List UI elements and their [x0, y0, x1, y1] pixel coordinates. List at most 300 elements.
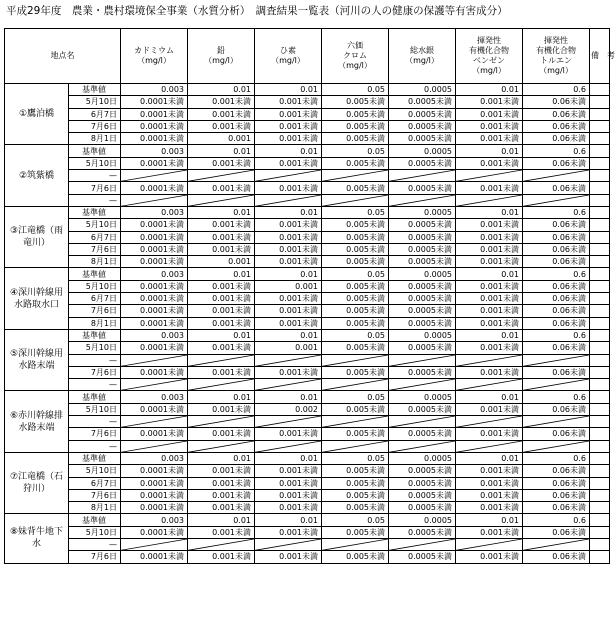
diagonal-slash: [456, 355, 522, 366]
document-title: 平成29年度 農業・農村環境保全事業（水質分析） 調査結果一覧表（河川の人の健康の保護等有害成分）: [6, 5, 508, 17]
standard-value: 0.01: [456, 268, 523, 280]
measured-value: 0.005未満: [322, 428, 389, 440]
table-row: [5, 489, 610, 501]
header-line: （mg/l）: [271, 56, 305, 65]
measured-value: 0.0001未満: [121, 489, 188, 501]
not-sampled-cell: [322, 170, 389, 182]
measured-value: 0.06未満: [523, 342, 590, 354]
remarks-cell: [590, 440, 610, 452]
measured-value: 0.001未満: [255, 256, 322, 268]
diagonal-slash: [188, 441, 254, 452]
station-name: ⑤深川幹線用水路末端: [5, 329, 69, 390]
measured-value: 0.0001未満: [121, 293, 188, 305]
measured-value: 0.001未満: [456, 96, 523, 108]
not-sampled-cell: [456, 194, 523, 206]
remarks-cell: [590, 342, 610, 354]
standard-value: 0.01: [456, 329, 523, 341]
diagonal-slash: [389, 416, 455, 427]
measured-value: 0.005未満: [322, 96, 389, 108]
table-row: [5, 243, 610, 255]
measured-value: 0.06未満: [523, 502, 590, 514]
not-sampled-cell: [523, 170, 590, 182]
measured-value: 0.0005未満: [389, 108, 456, 120]
header-cadmium: [121, 29, 188, 84]
remarks-cell: [590, 305, 610, 317]
remarks-cell: [590, 502, 610, 514]
not-sampled-cell: [188, 416, 255, 428]
standard-value: 0.01: [456, 391, 523, 403]
not-sampled-cell: [456, 416, 523, 428]
diagonal-slash: [456, 416, 522, 427]
measured-value: 0.001: [255, 342, 322, 354]
not-sampled-cell: [456, 538, 523, 550]
measured-value: 0.005未満: [322, 465, 389, 477]
table-row: [5, 477, 610, 489]
remarks-cell: [590, 194, 610, 206]
diagonal-slash: [255, 441, 321, 452]
table-row: [5, 403, 610, 415]
standard-value: 0.003: [121, 206, 188, 218]
standard-label: 基準値: [69, 84, 121, 96]
standard-value: 0.01: [188, 145, 255, 157]
not-sampled-cell: [188, 170, 255, 182]
standard-value: 0.05: [322, 206, 389, 218]
measured-value: 0.0001未満: [121, 120, 188, 132]
measured-value: 0.001未満: [188, 526, 255, 538]
not-sampled-cell: [121, 194, 188, 206]
remarks-cell: [590, 416, 610, 428]
standard-value: 0.01: [188, 206, 255, 218]
standard-value: 0.0005: [389, 391, 456, 403]
measured-value: 0.001未満: [456, 108, 523, 120]
not-sampled-cell: [322, 379, 389, 391]
measured-value: 0.06未満: [523, 120, 590, 132]
measured-value: 0.001未満: [255, 219, 322, 231]
diagonal-slash: [255, 416, 321, 427]
table-row: [5, 379, 610, 391]
remarks-cell: [590, 366, 610, 378]
measured-value: 0.001未満: [255, 502, 322, 514]
standard-value: 0.01: [188, 391, 255, 403]
standard-label: 基準値: [69, 452, 121, 464]
diagonal-slash: [389, 355, 455, 366]
standard-value: 0.003: [121, 452, 188, 464]
diagonal-slash: [322, 441, 388, 452]
table-row: [5, 256, 610, 268]
header-line: 揮発性: [544, 36, 568, 45]
measured-value: 0.001未満: [456, 120, 523, 132]
measured-value: 0.0001未満: [121, 551, 188, 563]
measured-value: 0.001未満: [456, 403, 523, 415]
diagonal-slash: [389, 441, 455, 452]
standard-value: 0.01: [255, 84, 322, 96]
measured-value: 0.001未満: [188, 231, 255, 243]
table-row: [5, 354, 610, 366]
sampling-date: —: [69, 440, 121, 452]
measured-value: 0.001未満: [255, 465, 322, 477]
standard-value: 0.01: [188, 268, 255, 280]
sampling-date: —: [69, 379, 121, 391]
diagonal-slash: [188, 539, 254, 550]
diagonal-slash: [255, 195, 321, 206]
sampling-date: 7月6日: [69, 366, 121, 378]
not-sampled-cell: [456, 379, 523, 391]
measured-value: 0.0001未満: [121, 256, 188, 268]
measured-value: 0.0005未満: [389, 120, 456, 132]
sampling-date: 5月10日: [69, 219, 121, 231]
remarks-cell: [590, 317, 610, 329]
standard-value: 0.01: [255, 329, 322, 341]
diagonal-slash: [121, 416, 187, 427]
not-sampled-cell: [255, 170, 322, 182]
measured-value: 0.001未満: [188, 243, 255, 255]
table-row: [5, 108, 610, 120]
table-row: [5, 182, 610, 194]
measured-value: 0.0005未満: [389, 526, 456, 538]
measured-value: 0.005未満: [322, 256, 389, 268]
measured-value: 0.0005未満: [389, 489, 456, 501]
measured-value: 0.005未満: [322, 526, 389, 538]
table-row: [5, 133, 610, 145]
not-sampled-cell: [322, 440, 389, 452]
measured-value: 0.005未満: [322, 317, 389, 329]
diagonal-slash: [523, 195, 589, 206]
not-sampled-cell: [121, 416, 188, 428]
table-row: [5, 145, 610, 157]
measured-value: 0.001未満: [255, 243, 322, 255]
measured-value: 0.0001未満: [121, 502, 188, 514]
header-line: 総水銀: [410, 46, 434, 55]
measured-value: 0.0005未満: [389, 96, 456, 108]
not-sampled-cell: [523, 440, 590, 452]
diagonal-slash: [389, 170, 455, 181]
remarks-cell: [590, 514, 610, 526]
measured-value: 0.0001未満: [121, 219, 188, 231]
standard-value: 0.003: [121, 514, 188, 526]
standard-value: 0.01: [456, 145, 523, 157]
measured-value: 0.001未満: [188, 403, 255, 415]
measured-value: 0.001未満: [255, 489, 322, 501]
measured-value: 0.0005未満: [389, 280, 456, 292]
header-line: クロム: [343, 51, 367, 60]
sampling-date: 8月1日: [69, 317, 121, 329]
diagonal-slash: [523, 379, 589, 390]
measured-value: 0.0005未満: [389, 477, 456, 489]
header-line: （mg/l）: [472, 66, 506, 75]
diagonal-slash: [523, 539, 589, 550]
table-row: [5, 342, 610, 354]
measured-value: 0.001未満: [188, 489, 255, 501]
header-toluene: [523, 29, 590, 84]
measured-value: 0.005未満: [322, 157, 389, 169]
measured-value: 0.0005未満: [389, 231, 456, 243]
station-name: ⑧妹背牛地下水: [5, 514, 69, 563]
table-row: [5, 206, 610, 218]
remarks-cell: [590, 108, 610, 120]
standard-label: 基準値: [69, 514, 121, 526]
table-row: [5, 157, 610, 169]
header-line: ひ素: [280, 46, 296, 55]
measured-value: 0.001未満: [456, 502, 523, 514]
measured-value: 0.005未満: [322, 219, 389, 231]
measured-value: 0.001未満: [188, 120, 255, 132]
standard-value: 0.003: [121, 145, 188, 157]
header-benzene: [456, 29, 523, 84]
not-sampled-cell: [255, 538, 322, 550]
measured-value: 0.0005未満: [389, 133, 456, 145]
header-line: 六価: [347, 41, 363, 50]
table-row: [5, 465, 610, 477]
remarks-cell: [590, 489, 610, 501]
not-sampled-cell: [322, 538, 389, 550]
table-row: [5, 96, 610, 108]
not-sampled-cell: [523, 538, 590, 550]
standard-value: 0.0005: [389, 514, 456, 526]
sampling-date: —: [69, 170, 121, 182]
measured-value: 0.001未満: [255, 526, 322, 538]
measured-value: 0.06未満: [523, 477, 590, 489]
table-row: [5, 452, 610, 464]
diagonal-slash: [322, 170, 388, 181]
measured-value: 0.0005未満: [389, 366, 456, 378]
remarks-cell: [590, 96, 610, 108]
measured-value: 0.001未満: [456, 219, 523, 231]
header-line: （mg/l）: [405, 56, 439, 65]
standard-value: 0.6: [523, 84, 590, 96]
measured-value: 0.0001未満: [121, 243, 188, 255]
sampling-date: 5月10日: [69, 96, 121, 108]
measured-value: 0.0005未満: [389, 182, 456, 194]
measured-value: 0.001未満: [188, 182, 255, 194]
standard-value: 0.01: [188, 329, 255, 341]
table-row: [5, 428, 610, 440]
measured-value: 0.001未満: [456, 465, 523, 477]
measured-value: 0.0005未満: [389, 502, 456, 514]
not-sampled-cell: [389, 379, 456, 391]
sampling-date: —: [69, 538, 121, 550]
measured-value: 0.0001未満: [121, 342, 188, 354]
standard-value: 0.0005: [389, 206, 456, 218]
not-sampled-cell: [121, 440, 188, 452]
remarks-cell: [590, 84, 610, 96]
measured-value: 0.001未満: [188, 317, 255, 329]
measured-value: 0.001未満: [255, 120, 322, 132]
standard-value: 0.01: [255, 206, 322, 218]
measured-value: 0.001: [188, 256, 255, 268]
sampling-date: 6月7日: [69, 477, 121, 489]
diagonal-slash: [188, 195, 254, 206]
table-row: [5, 551, 610, 563]
measured-value: 0.001: [188, 133, 255, 145]
table-row: [5, 170, 610, 182]
standard-value: 0.6: [523, 391, 590, 403]
measured-value: 0.06未満: [523, 293, 590, 305]
table-row: [5, 120, 610, 132]
standard-value: 0.01: [255, 268, 322, 280]
standard-value: 0.05: [322, 514, 389, 526]
diagonal-slash: [188, 170, 254, 181]
measured-value: 0.0001未満: [121, 280, 188, 292]
measured-value: 0.001未満: [456, 256, 523, 268]
measured-value: 0.001未満: [456, 428, 523, 440]
measured-value: 0.001: [255, 280, 322, 292]
measured-value: 0.001未満: [255, 157, 322, 169]
diagonal-slash: [523, 355, 589, 366]
header-total-mercury: [389, 29, 456, 84]
station-name: ③江竜橋（雨竜川）: [5, 206, 69, 267]
standard-value: 0.6: [523, 514, 590, 526]
measured-value: 0.001未満: [456, 243, 523, 255]
standard-value: 0.6: [523, 329, 590, 341]
measured-value: 0.06未満: [523, 219, 590, 231]
standard-value: 0.05: [322, 84, 389, 96]
measured-value: 0.001未満: [456, 526, 523, 538]
measured-value: 0.001未満: [188, 219, 255, 231]
sampling-date: 6月7日: [69, 293, 121, 305]
measured-value: 0.001未満: [188, 502, 255, 514]
measured-value: 0.001未満: [255, 551, 322, 563]
not-sampled-cell: [456, 440, 523, 452]
sampling-date: 8月1日: [69, 133, 121, 145]
not-sampled-cell: [255, 416, 322, 428]
measured-value: 0.001未満: [456, 231, 523, 243]
header-arsenic: [255, 29, 322, 84]
table-body: [5, 84, 610, 564]
measured-value: 0.005未満: [322, 366, 389, 378]
measured-value: 0.06未満: [523, 243, 590, 255]
measured-value: 0.0001未満: [121, 157, 188, 169]
measured-value: 0.001未満: [456, 293, 523, 305]
sampling-date: 5月10日: [69, 342, 121, 354]
table-row: [5, 391, 610, 403]
remarks-cell: [590, 219, 610, 231]
station-name: ④深川幹線用水路取水口: [5, 268, 69, 329]
measured-value: 0.0001未満: [121, 133, 188, 145]
header-line: 有機化合物: [469, 46, 509, 55]
sampling-date: 5月10日: [69, 157, 121, 169]
not-sampled-cell: [188, 538, 255, 550]
standard-value: 0.01: [456, 84, 523, 96]
standard-value: 0.05: [322, 329, 389, 341]
measured-value: 0.005未満: [322, 293, 389, 305]
not-sampled-cell: [188, 354, 255, 366]
diagonal-slash: [188, 379, 254, 390]
diagonal-slash: [389, 195, 455, 206]
diagonal-slash: [322, 416, 388, 427]
standard-value: 0.01: [255, 391, 322, 403]
sampling-date: —: [69, 194, 121, 206]
diagonal-slash: [322, 355, 388, 366]
standard-value: 0.003: [121, 391, 188, 403]
not-sampled-cell: [121, 354, 188, 366]
measured-value: 0.06未満: [523, 428, 590, 440]
measured-value: 0.0001未満: [121, 428, 188, 440]
measured-value: 0.001未満: [255, 133, 322, 145]
measured-value: 0.0005未満: [389, 465, 456, 477]
measured-value: 0.005未満: [322, 280, 389, 292]
measured-value: 0.001未満: [255, 428, 322, 440]
standard-value: 0.0005: [389, 268, 456, 280]
diagonal-slash: [322, 379, 388, 390]
standard-value: 0.003: [121, 329, 188, 341]
header-line: （mg/l）: [539, 66, 573, 75]
standard-label: 基準値: [69, 329, 121, 341]
table-row: [5, 268, 610, 280]
table-row: [5, 538, 610, 550]
measured-value: 0.0005未満: [389, 428, 456, 440]
standard-label: 基準値: [69, 268, 121, 280]
results-table: [4, 28, 615, 564]
diagonal-slash: [456, 441, 522, 452]
sampling-date: 8月1日: [69, 256, 121, 268]
remarks-cell: [590, 391, 610, 403]
sampling-date: 7月6日: [69, 489, 121, 501]
table-row: [5, 317, 610, 329]
diagonal-slash: [255, 379, 321, 390]
not-sampled-cell: [456, 354, 523, 366]
measured-value: 0.0001未満: [121, 465, 188, 477]
header-lead: [188, 29, 255, 84]
measured-value: 0.06未満: [523, 280, 590, 292]
not-sampled-cell: [389, 170, 456, 182]
measured-value: 0.001未満: [188, 342, 255, 354]
not-sampled-cell: [456, 170, 523, 182]
sampling-date: 7月6日: [69, 551, 121, 563]
standard-label: 基準値: [69, 391, 121, 403]
remarks-cell: [590, 551, 610, 563]
remarks-cell: [590, 145, 610, 157]
header-line: トルエン: [540, 56, 572, 65]
table-row: [5, 514, 610, 526]
remarks-cell: [590, 231, 610, 243]
standard-value: 0.01: [188, 84, 255, 96]
not-sampled-cell: [188, 440, 255, 452]
measured-value: 0.001未満: [188, 157, 255, 169]
measured-value: 0.005未満: [322, 477, 389, 489]
standard-value: 0.01: [255, 514, 322, 526]
table-row: [5, 502, 610, 514]
header-line: 揮発性: [477, 36, 501, 45]
sampling-date: 7月6日: [69, 305, 121, 317]
diagonal-slash: [456, 379, 522, 390]
measured-value: 0.001未満: [456, 366, 523, 378]
sampling-date: 6月7日: [69, 108, 121, 120]
sampling-date: 5月10日: [69, 526, 121, 538]
table-row: [5, 366, 610, 378]
measured-value: 0.0001未満: [121, 317, 188, 329]
measured-value: 0.0001未満: [121, 182, 188, 194]
standard-value: 0.6: [523, 452, 590, 464]
diagonal-slash: [322, 539, 388, 550]
measured-value: 0.0005未満: [389, 551, 456, 563]
measured-value: 0.002: [255, 403, 322, 415]
measured-value: 0.005未満: [322, 502, 389, 514]
standard-label: 基準値: [69, 145, 121, 157]
measured-value: 0.001未満: [255, 317, 322, 329]
table-row: [5, 84, 610, 96]
measured-value: 0.0005未満: [389, 403, 456, 415]
table-row: [5, 416, 610, 428]
measured-value: 0.06未満: [523, 133, 590, 145]
measured-value: 0.001未満: [255, 182, 322, 194]
measured-value: 0.001未満: [188, 465, 255, 477]
standard-value: 0.0005: [389, 145, 456, 157]
measured-value: 0.0005未満: [389, 219, 456, 231]
header-line: カドミウム: [134, 46, 174, 55]
sampling-date: 5月10日: [69, 403, 121, 415]
sampling-date: —: [69, 416, 121, 428]
standard-value: 0.01: [188, 514, 255, 526]
